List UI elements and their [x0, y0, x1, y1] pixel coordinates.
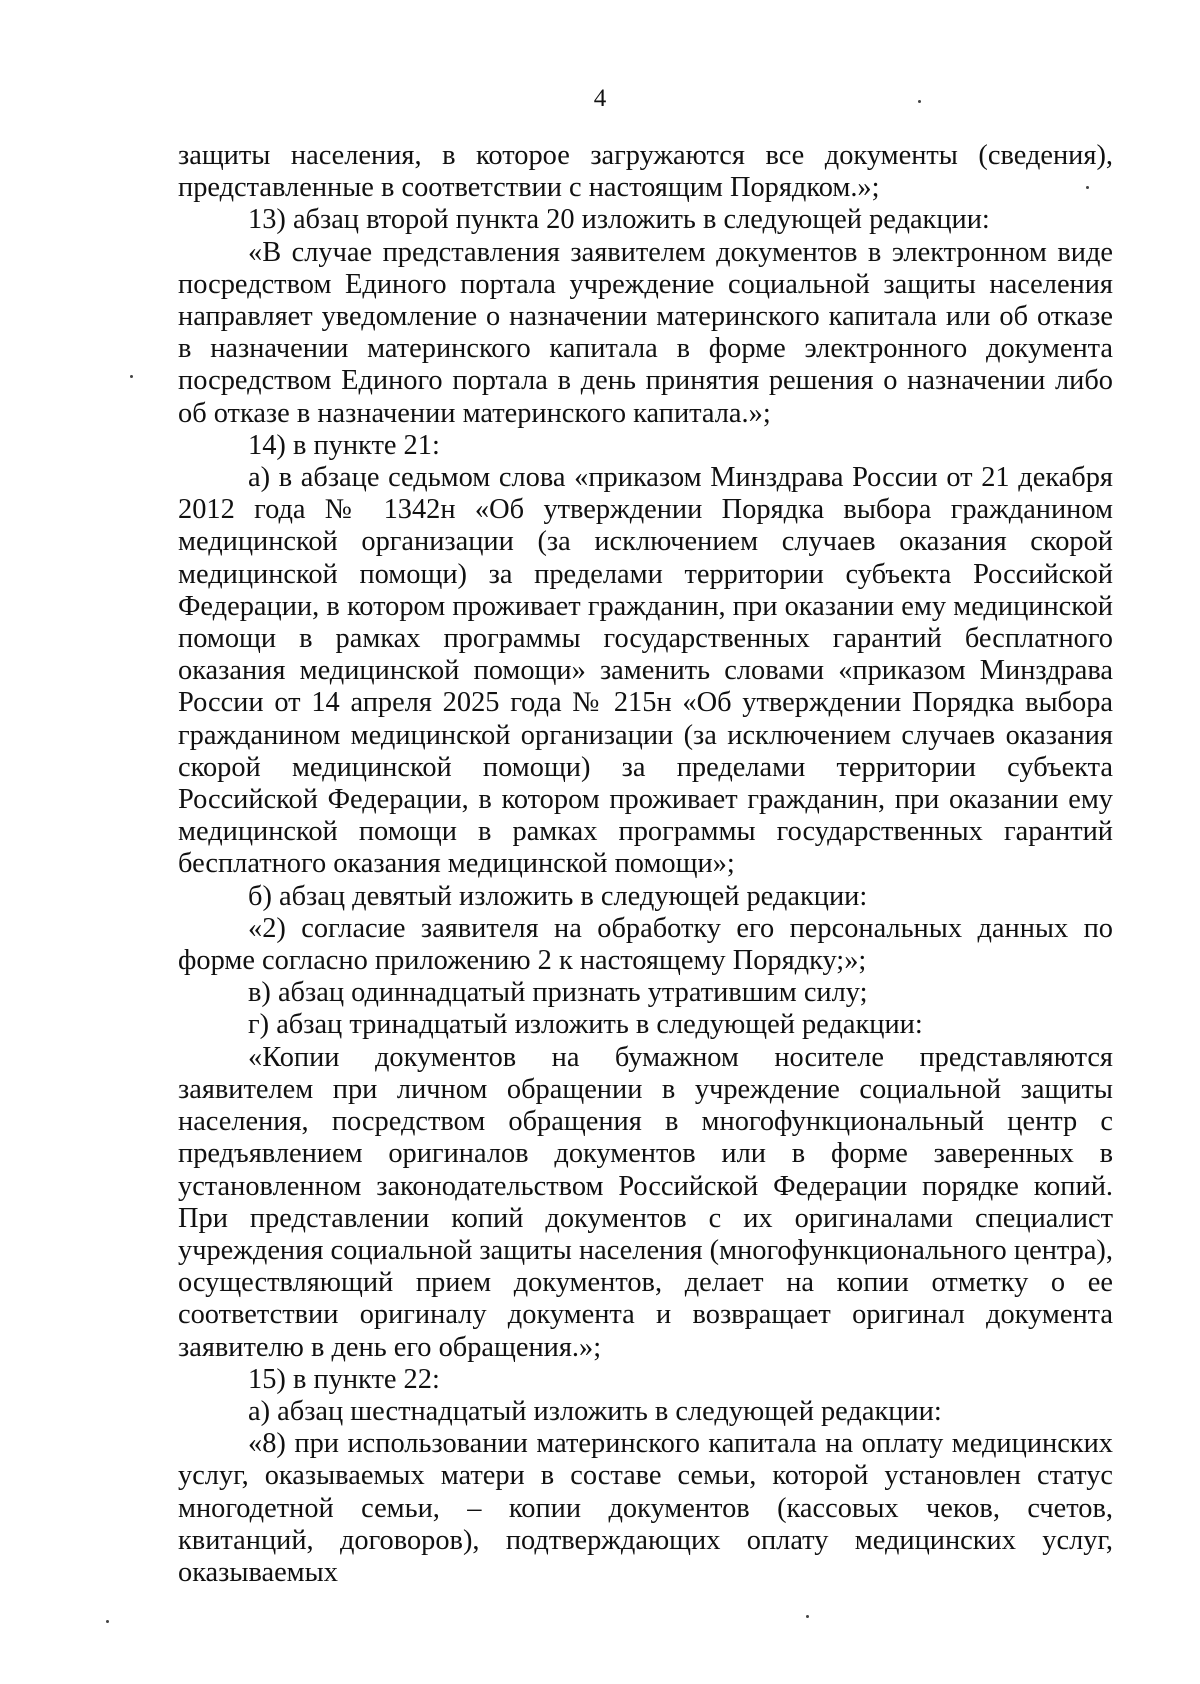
scan-speck	[918, 100, 921, 103]
paragraph-item-14-b: б) абзац девятый изложить в следующей редакции:	[248, 880, 868, 912]
document-body	[178, 140, 1113, 1589]
paragraph-item-15-a: а) абзац шестнадцатый изложить в следующей редакции:	[248, 1395, 942, 1427]
paragraph-item-14: 14) в пункте 21:	[248, 429, 440, 461]
page-number: 4	[593, 85, 607, 112]
scan-speck	[106, 1620, 109, 1623]
paragraph-item-13: 13) абзац второй пункта 20 изложить в следующей редакции:	[248, 204, 990, 236]
paragraph-item-14-a: а) в абзаце седьмом слова «приказом Минздрава России от 21 декабря 2012 года № 1342н «Об утверждении Порядка выбора гражданином медицинской организации (за исключением случаев оказания скорой медицинской помощи) за пределами территории субъекта Российской Федерации, в котором проживает гражданин, при оказании ему медицинской помощи в рамках программы государственных гарантий бесплатного оказания медицинской помощи» заменить словами «приказом Минздрава России от 14 апреля 2025 года № 215н «Об утверждении Порядка выбора гражданином медицинской организации (за исключением случаев оказания скорой медицинской помощи) за пределами территории субъекта Российской Федерации, в котором проживает гражданин, при оказании ему медицинской помощи в рамках программы государственных гарантий бесплатного оказания медицинской помощи»;	[178, 462, 1113, 880]
paragraph-item-15-a-text: «8) при использовании материнского капитала на оплату медицинских услуг, оказываемых матери в составе семьи, которой установлен статус многодетной семьи, – копии документов (кассовых чеков, счетов, квитанций, договоров), подтверждающих оплату медицинских услуг, оказываемых	[178, 1428, 1113, 1588]
paragraph-item-14-g: г) абзац тринадцатый изложить в следующей редакции:	[248, 1009, 923, 1041]
paragraph-continuation: защиты населения, в которое загружаются все документы (сведения), представленные в соответствии с настоящим Порядком.»;	[178, 140, 1113, 204]
paragraph-item-14-g-text: «Копии документов на бумажном носителе представляются заявителем при личном обращении в учреждение социальной защиты населения, посредством обращения в многофункциональный центр с предъявлением оригиналов документов или в форме заверенных в установленном законодательством Российской Федерации порядке копий. При представлении копий документов с их оригиналами специалист учреждения социальной защиты населения (многофункционального центра), осуществляющий прием документов, делает на копии отметку о ее соответствии оригиналу документа и возвращает оригинал документа заявителю в день его обращения.»;	[178, 1041, 1113, 1363]
scan-speck	[130, 375, 133, 378]
paragraph-item-14-v: в) абзац одиннадцатый признать утратившим силу;	[248, 977, 868, 1009]
paragraph-item-13-text: «В случае представления заявителем документов в электронном виде посредством Единого портала учреждение социальной защиты населения направляет уведомление о назначении материнского капитала или об отказе в назначении материнского капитала в форме электронного документа посредством Единого портала в день принятия решения о назначении либо об отказе в назначении материнского капитала.»;	[178, 236, 1113, 429]
scan-speck	[1086, 186, 1089, 189]
scan-speck	[806, 1615, 809, 1618]
paragraph-item-14-b-text: «2) согласие заявителя на обработку его персональных данных по форме согласно приложению 2 к настоящему Порядку;»;	[178, 912, 1113, 977]
paragraph-item-15: 15) в пункте 22:	[248, 1363, 440, 1395]
